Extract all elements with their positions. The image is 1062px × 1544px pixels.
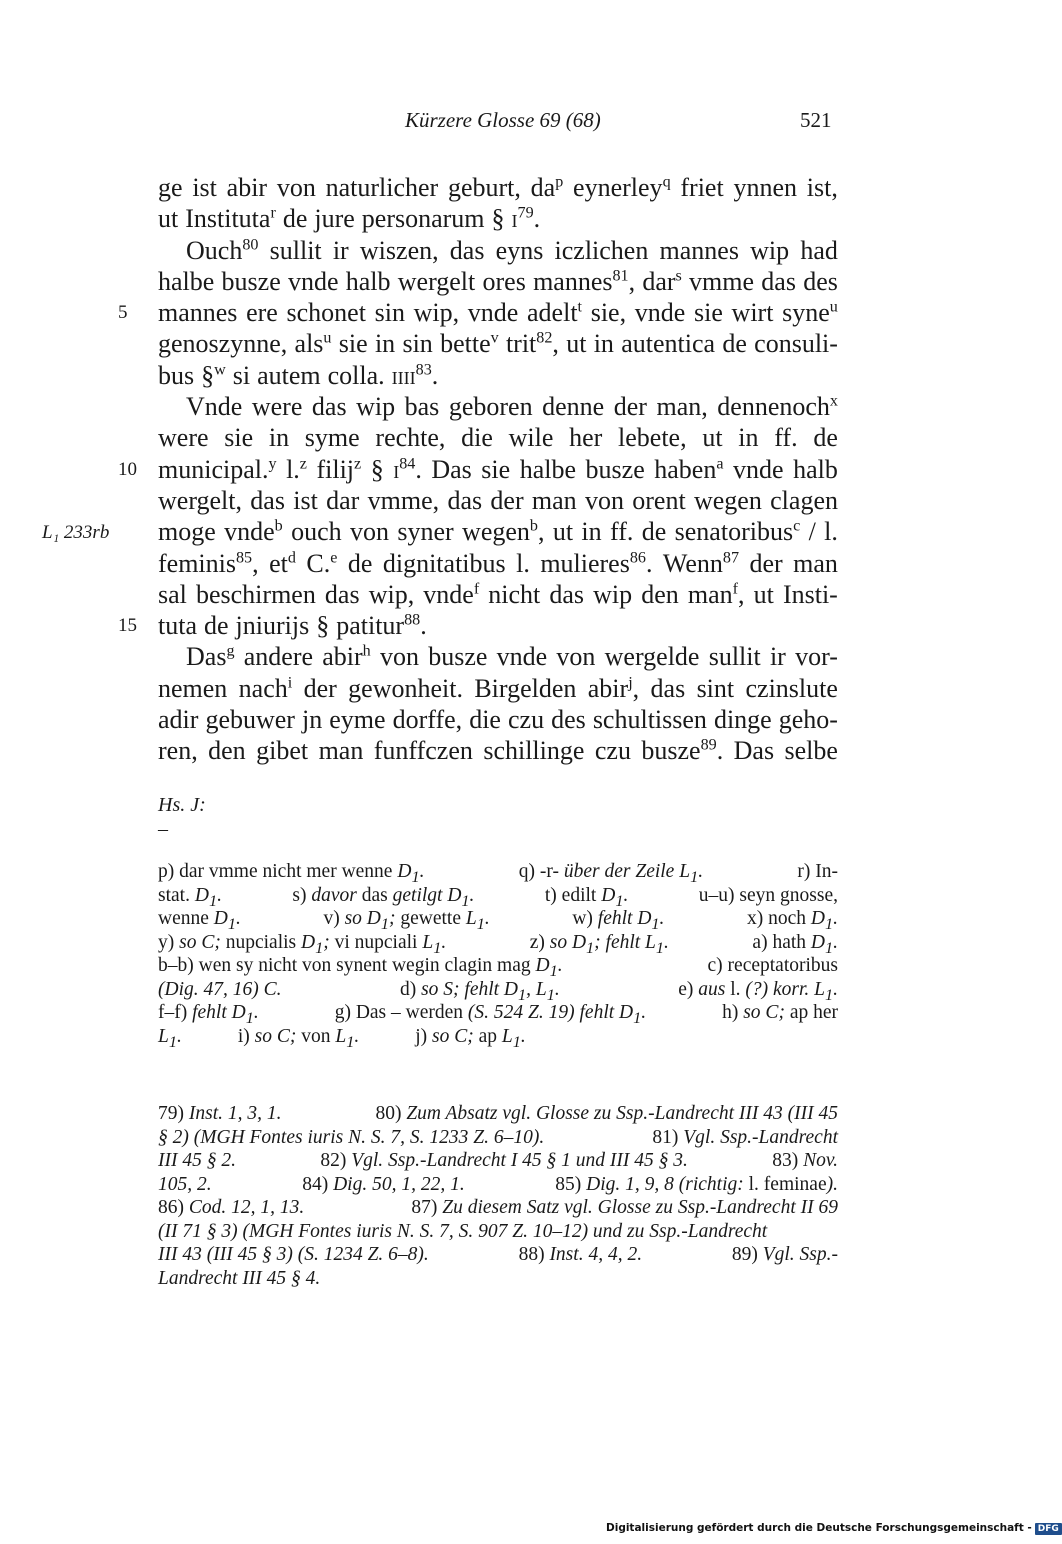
text-line: were sie in syme rechte, die wile her lebete, ut in ff. de bbox=[158, 423, 838, 453]
apparatus-line: (Dig. 47, 16) C. d) so S; fehlt $D_1$, $L_1$. e) aus l. (?) korr. $L_1$. bbox=[158, 978, 838, 1004]
apparatus-line: f–f) fehlt $D_1$. g) Das – werden (S. 524 Z. 19) fehlt $D_1$. h) so C; ap her bbox=[158, 1002, 838, 1027]
text-line: nemen nach$^i$ der gewonheit. Birgelden abir$^j$, das sint czinslute bbox=[158, 673, 838, 703]
margin-siglum: L₁ 233rb bbox=[42, 522, 110, 543]
variant-apparatus bbox=[158, 860, 838, 1051]
text-line: bus §$^w$ si autem colla. iiii$^{83}$. bbox=[158, 360, 439, 390]
apparatus-line: 86) Cod. 12, 1, 13. 87) Zu diesem Satz vgl. Glosse zu Ssp.-Landrecht II 69 bbox=[158, 1197, 838, 1218]
apparatus-line: p) dar vmme nicht mer wenne $D_1$. q) -r- über der Zeile $L_1$. r) In- bbox=[158, 861, 838, 886]
text-line: Ouch$^{80}$ sullit ir wiszen, das eyns iczlichen mannes wip had bbox=[186, 235, 838, 265]
apparatus-line: § 2) (MGH Fontes iuris N. S. 7, S. 1233 Z. 6–10). 81) Vgl. Ssp.-Landrecht bbox=[158, 1126, 838, 1148]
apparatus-line: wenne $D_1$. v) so $D_1$; gewette $L_1$. w) fehlt $D_1$. x) noch $D_1$. bbox=[158, 908, 838, 933]
apparatus-line: Landrecht III 45 § 4. bbox=[158, 1267, 321, 1289]
line-number-5: 5 bbox=[118, 302, 128, 323]
text-line: municipal.$^y$ l.$^z$ filij$^z$ § $i^{84}$. Das sie halbe busze haben$^a$ vnde halb bbox=[158, 454, 838, 484]
apparatus-line: III 45 § 2. 82) Vgl. Ssp.-Landrecht I 45 § 1 und III 45 § 3. 83) Nov. bbox=[158, 1150, 838, 1171]
text-line: ut Instituta$^r$ de jure personarum § $i^{79}$. bbox=[158, 204, 541, 234]
text-line: tuta de jniurijs § patitur$^{88}$. bbox=[158, 611, 427, 641]
apparatus-line: stat. $D_1$. s) davor das getilgt $D_1$. t) edilt $D_1$. u–u) seyn gnosse, bbox=[158, 884, 838, 910]
text-line: ren, den gibet man funffczen schillinge czu busze$^{89}$. Das selbe bbox=[158, 736, 838, 766]
hs-dash: – bbox=[158, 818, 168, 840]
main-text bbox=[158, 172, 838, 767]
apparatus-line: III 43 (III 45 § 3) (S. 1234 Z. 6–8). 88) Inst. 4, 4, 2. 89) Vgl. Ssp.- bbox=[158, 1244, 838, 1265]
funding-footer bbox=[606, 1522, 1062, 1535]
running-title: Kürzere Glosse 69 (68) bbox=[405, 108, 601, 132]
text-line: Das$^g$ andere abir$^h$ von busze vnde von wergelde sullit ir vor- bbox=[186, 642, 838, 672]
text-line: Vnde were das wip bas geboren denne der man, dennenoch$^x$ bbox=[186, 392, 838, 422]
text-line: wergelt, das ist dar vmme, das der man von orent wegen clagen bbox=[158, 485, 838, 515]
text-line: moge vnde$^b$ ouch von syner wegen$^b$, ut in ff. de senatoribus$^c$ / l. bbox=[158, 517, 838, 547]
text-line: feminis$^{85}$, $et^d$ C.$^e$ de dignitatibus l. mulieres$^{86}$. Wenn$^{87}$ der man bbox=[158, 548, 838, 578]
apparatus-line: b–b) wen sy nicht von synent wegin clagin mag $D_1$. c) receptatoribus bbox=[158, 955, 838, 980]
apparatus-line: y) so C; nupcialis $D_1$; vi nupciali $L_1$. z) so $D_1$; fehlt $L_1$. a) hath $D_1$. bbox=[158, 931, 838, 957]
funding-text: Digitalisierung gefördert durch die Deutsche Forschungsgemeinschaft - bbox=[606, 1522, 1032, 1534]
text-line: adir gebuwer jn eyme dorffe, die czu des schultissen dinge geho- bbox=[158, 705, 838, 735]
apparatus-line: $L_1$. i) so C; von $L_1$. j) so C; ap $L_1$. bbox=[158, 1025, 526, 1051]
apparatus-line: (II 71 § 3) (MGH Fontes iuris N. S. 7, S. 907 Z. 10–12) und zu Ssp.-Landrecht bbox=[158, 1220, 768, 1242]
line-number-10: 10 bbox=[118, 459, 137, 480]
text-line: halbe busze vnde halb wergelt ores mannes$^{81}$, dar$^s$ vmme das des bbox=[158, 266, 838, 296]
page-number: 521 bbox=[800, 108, 832, 132]
text-line: sal beschirmen das wip, vnde$^f$ nicht das wip den man$^f$, ut Insti- bbox=[158, 579, 838, 609]
hs-label: Hs. J: bbox=[158, 794, 206, 816]
text-line: genoszynne, als$^u$ sie in sin bette$^v$ trit$^{82}$, ut in autentica de consuli- bbox=[158, 329, 838, 359]
text-line: mannes ere schonet sin wip, vnde adelt$^t$ sie, vnde sie wirt syne$^u$ bbox=[158, 298, 838, 328]
text-line: ge ist abir von naturlicher geburt, $da^p$ eynerley$^q$ friet ynnen ist, bbox=[158, 173, 838, 202]
apparatus-line: 79) Inst. 1, 3, 1. 80) Zum Absatz vgl. Glosse zu Ssp.-Landrecht III 43 (III 45 bbox=[158, 1103, 838, 1124]
apparatus-line: 105, 2. 84) Dig. 50, 1, 22, 1. 85) Dig. 1, 9, 8 (richtig: l. feminae). bbox=[158, 1173, 838, 1195]
dfg-logo: DFG bbox=[1035, 1523, 1062, 1535]
running-header bbox=[0, 108, 1000, 138]
commentary-apparatus bbox=[158, 1102, 838, 1290]
line-number-15: 15 bbox=[118, 615, 137, 636]
